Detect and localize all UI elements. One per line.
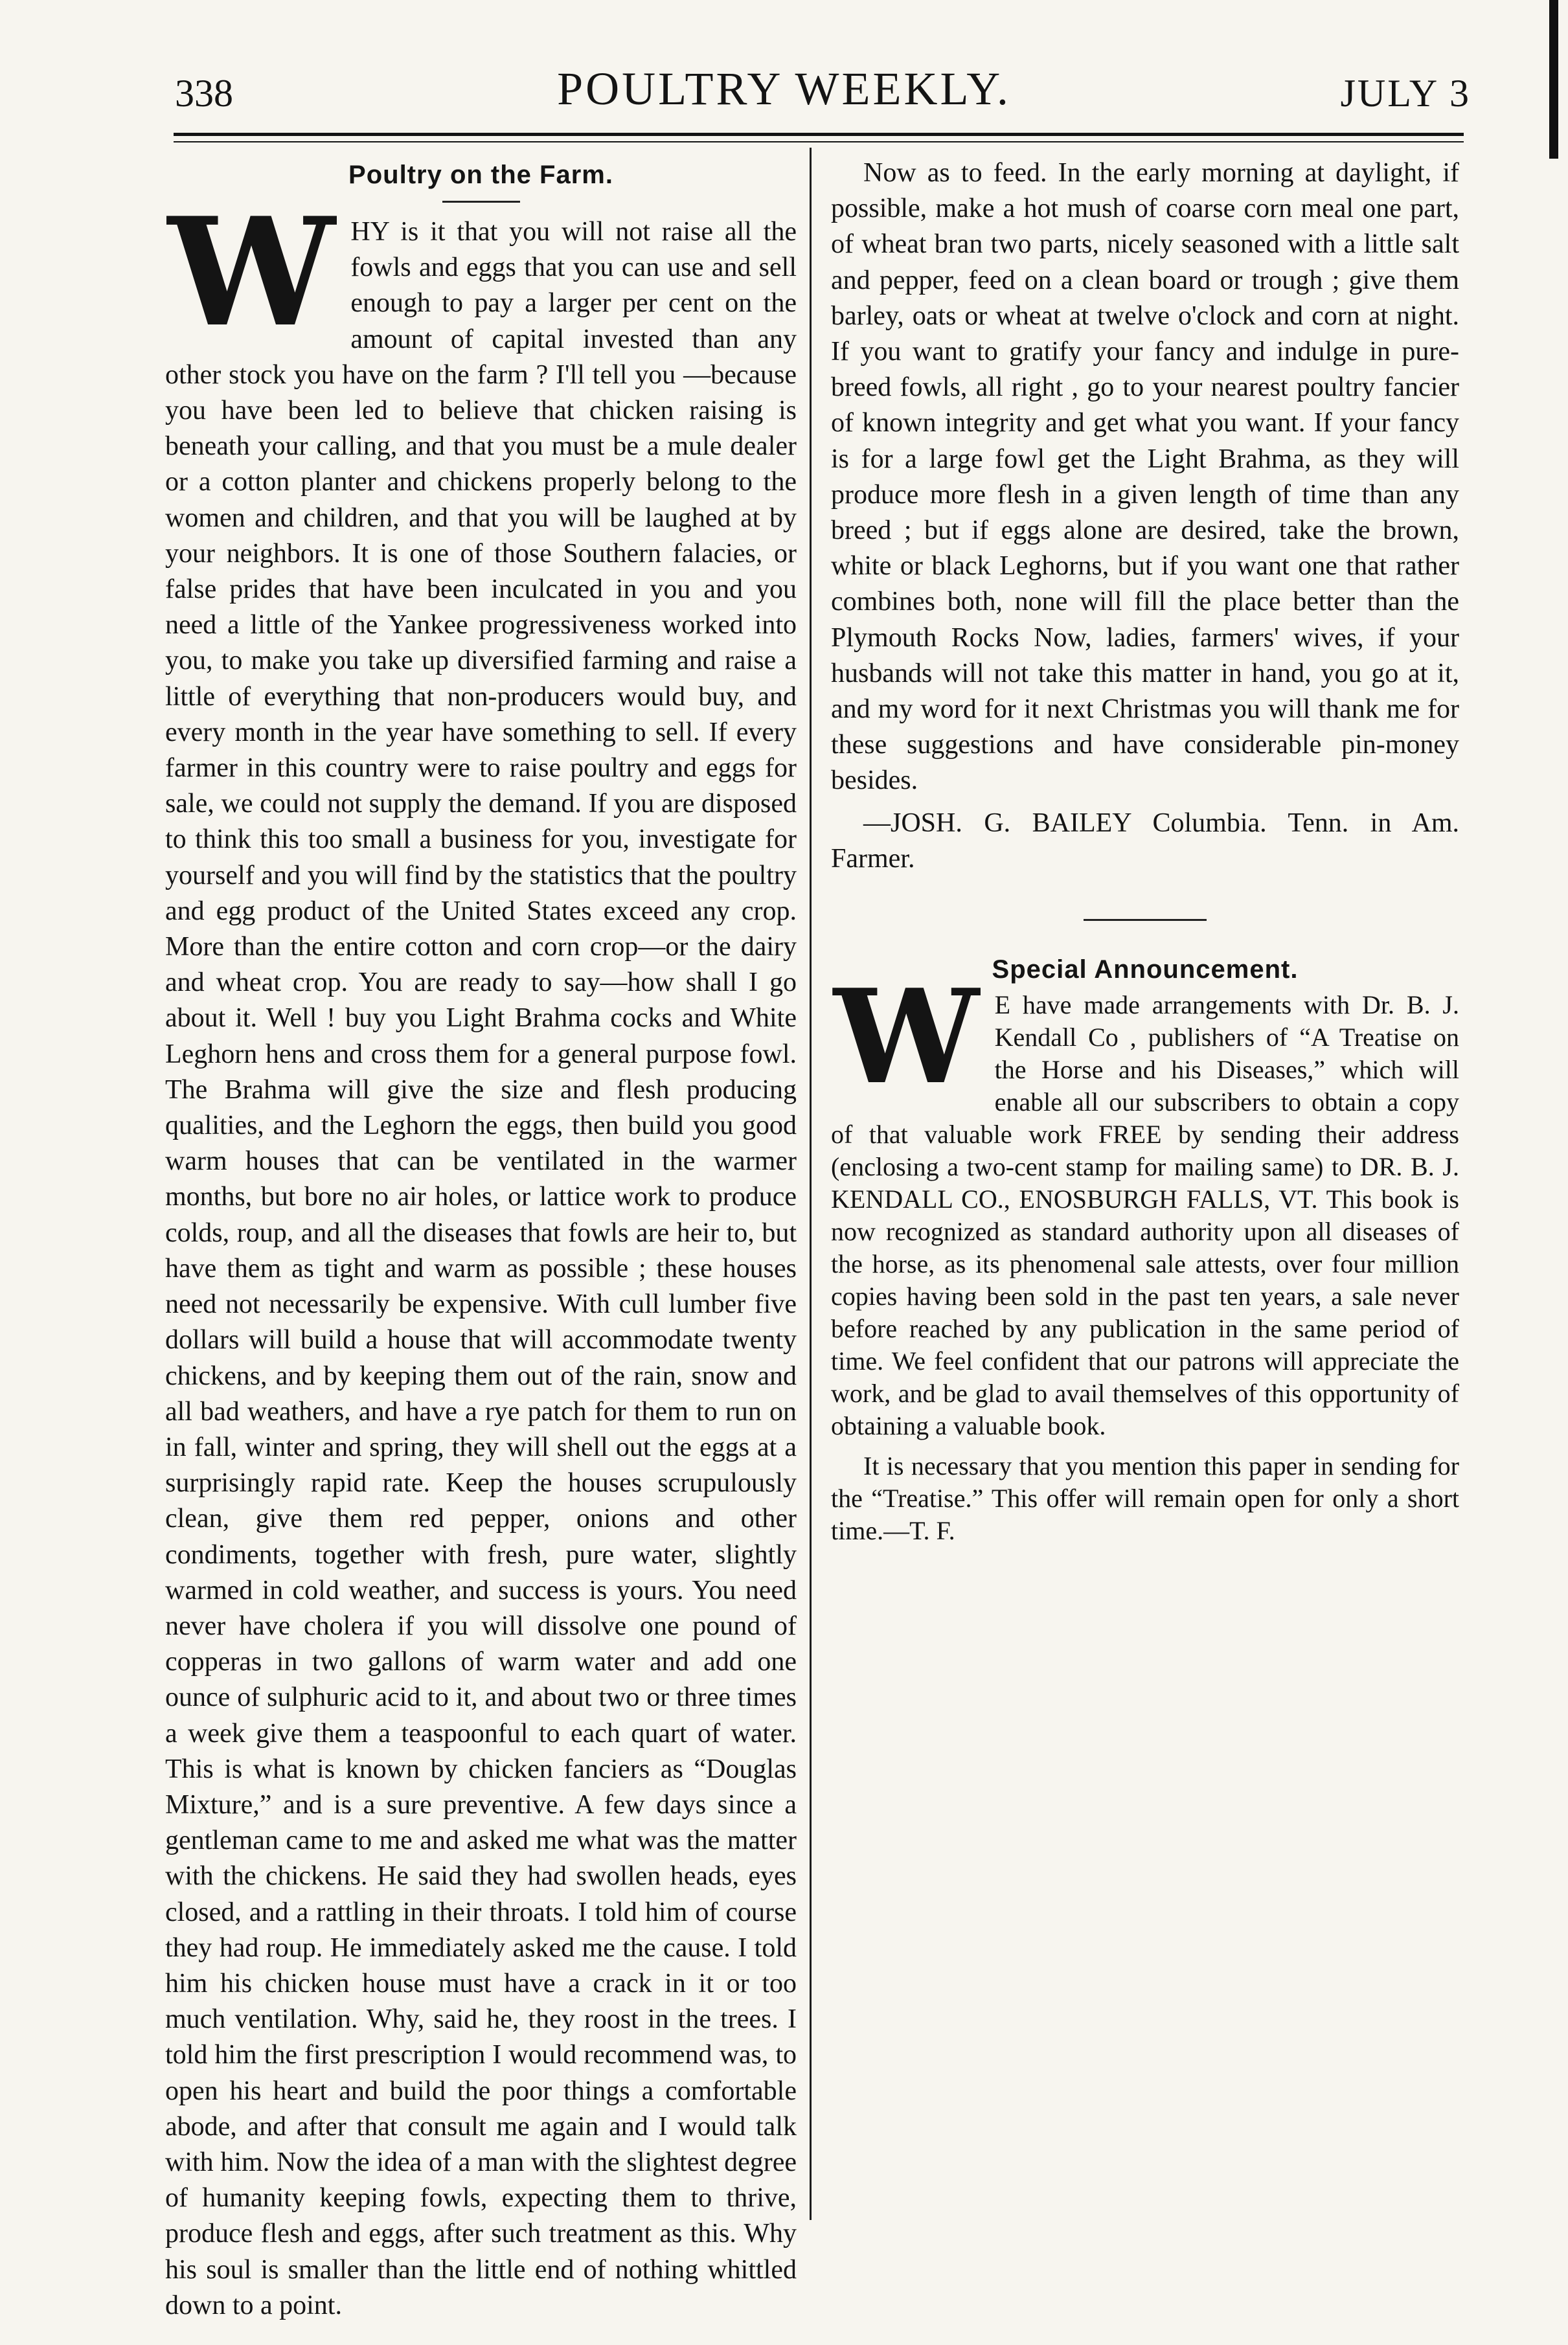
announcement-closing: It is necessary that you mention this paper in sending for the “Treatise.” This offer will remain open for only a short time.—T. F.	[831, 1451, 1459, 1546]
ornament-rule	[1084, 919, 1207, 921]
title-dash	[442, 201, 520, 203]
article-title-poultry: Poultry on the Farm.	[348, 161, 613, 189]
paragraph-text: HY is it that you will not raise all the fowls and eggs that you can use and sell enough to pay a larger per cent on the amount of capital invested than any other stock you have on the farm ? I'll tell you —because you have been led to believe that chicken raising is beneath your calling, and that you must be a mule dealer or a cotton planter and chickens properly belong to the women and children, and that you will be laughed at by your neighbors. It is one of those Southern falacies, or false prides that have been inculcated in you and you need a little of the Yankee progressiveness worked into you, to make you take up diversified farming and raise a little of everything that non-producers would buy, and every month in the year have something to sell. If every farmer in this country were to raise poultry and eggs for sale, we could not supply the demand. If you are disposed to think this too small a business for you, investigate for yourself and you will find by the statistics that the poultry and egg product of the United States exceed any crop. More than the entire cotton and corn crop—or the dairy and wheat crop. You are ready to say—how shall I go about it. Well ! buy you Light Brahma cocks and White Leghorn hens and cross them for a general purpose fowl. The Brahma will give the size and flesh producing qualities, and the Leghorn the eggs, then build you good warm houses that can be ventilated in the warmer months, but bore no air holes, or lattice work to produce colds, roup, and all the diseases that fowls are heir to, but have them as tight and warm as possible ; these houses need not necessarily be expensive. With cull lumber five dollars will build a house that will accommodate twenty chickens, and by keeping them out of the rain, snow and all bad weathers, and have a rye patch for them to run on in fall, winter and spring, they will shell out the eggs at a surprisingly rapid rate. Keep the houses scrupulously clean, give them red pepper, onions and other condiments, together with fresh, pure water, slightly warmed in cold weather, and success is yours. You need never have cholera if you will dissolve one pound of copperas in two gallons of warm water and add one ounce of sulphuric acid to it, and about two or three times a week give them a teaspoonful to each quart of water. This is what is known by chicken fanciers as “Douglas Mixture,” and is a sure preventive. A few days since a gentleman came to me and asked me what was the matter with the chickens. He said they had swollen heads, eyes closed, and a rattling in their throats. I told him of course they had roup. He immediately asked me the cause. I told him his chicken house must have a crack in it or too much ventilation. Why, said he, they roost in the trees. I told him the first prescription I would recommend was, to open his heart and build the poor things a comfortable abode, and after that consult me again and I would talk with him. Now the idea of a man with the slightest degree of humanity keeping fowls, expecting them to thrive, produce flesh and eggs, after such treatment as this. Why his soul is smaller than the little end of nothing whittled down to a point.	[165, 217, 797, 2320]
masthead-title: POULTRY WEEKLY.	[557, 63, 1011, 115]
margin-bar	[1549, 0, 1558, 159]
section-ornament	[831, 900, 1459, 936]
right-column	[831, 155, 1459, 1547]
article-title-announcement: Special Announcement.	[992, 955, 1299, 984]
page-number: 338	[175, 72, 233, 115]
drop-cap: W	[168, 185, 335, 360]
header-rule-thick	[174, 133, 1464, 136]
left-column	[165, 155, 797, 2324]
header-rule-thin	[174, 141, 1464, 142]
article-credit: —JOSH. G. BAILEY Columbia. Tenn. in Am. Farmer.	[831, 808, 1459, 874]
article-paragraph	[165, 185, 797, 2324]
paragraph-text: E have made arrangements with Dr. B. J. Kendall Co , publishers of “A Treatise on the Horse and his Diseases,” which will enable all our subscribers to obtain a copy of that valuable work FREE by sending their address (enclosing a two-cent stamp for mailing same) to DR. B. J. KENDALL CO., ENOSBURGH FALLS, VT. This book is now recognized as standard authority upon all diseases of the horse, as its phenomenal sale attests, over four million copies having been sold in the past ten years, a sale never before reached by any publication in the same period of time. We feel confident that our patrons will appreciate the work, and be glad to avail themselves of this opportunity of obtaining a valuable book.	[831, 990, 1459, 1441]
issue-date: JULY 3	[1340, 72, 1471, 115]
column-divider	[810, 148, 812, 2220]
article-paragraph-feed: Now as to feed. In the early morning at daylight, if possible, make a hot mush of coarse corn meal one part, of wheat bran two parts, nicely seasoned with a little salt and pepper, feed on a clean board or trough ; give them barley, oats or wheat at twelve o'clock and corn at night. If you want to gratify your fancy and indulge in pure-breed fowls, all right , go to your nearest poultry fancier of known integrity and get what you want. If your fancy is for a large fowl get the Light Brahma, as they will produce more flesh in a given length of time than any breed ; but if eggs alone are desired, take the brown, white or black Leghorns, but if you want one that rather combines both, none will fill the place better than the Plymouth Rocks Now, ladies, farmers' wives, if your husbands will not take this matter in hand, you go at it, and my word for it next Christmas you will thank me for these suggestions and have considerable pin-money besides.	[831, 158, 1459, 796]
drop-cap: W	[834, 961, 979, 1114]
